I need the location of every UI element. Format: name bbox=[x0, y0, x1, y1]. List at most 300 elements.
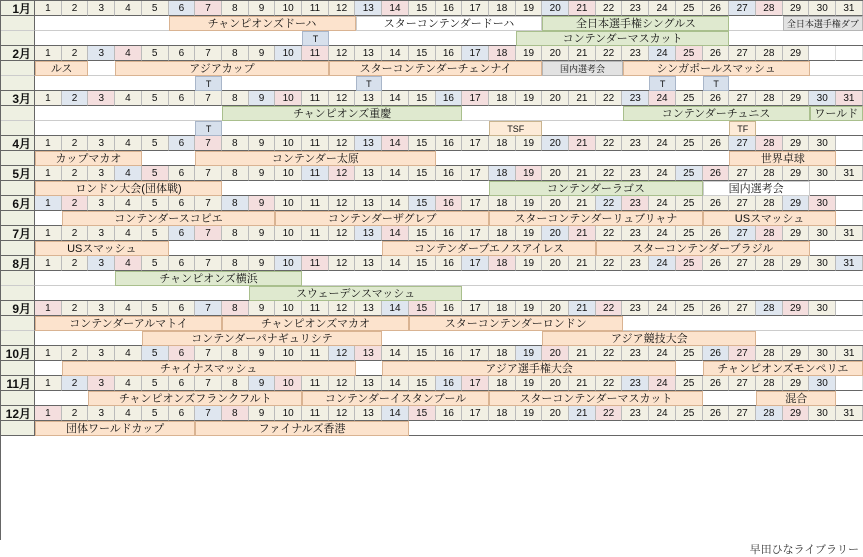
day-cell: 10 bbox=[275, 46, 302, 61]
day-cell: 8 bbox=[222, 46, 249, 61]
event-bar[interactable]: TSF bbox=[489, 121, 542, 136]
day-cell: 24 bbox=[649, 226, 676, 241]
event-bar[interactable]: アジア競技大会 bbox=[542, 331, 756, 346]
day-cell: 1 bbox=[35, 166, 62, 181]
day-cell: 4 bbox=[115, 136, 142, 151]
day-cell: 11 bbox=[302, 226, 329, 241]
day-cell: 20 bbox=[542, 91, 569, 106]
event-row bbox=[1, 121, 863, 136]
day-cell: 10 bbox=[275, 1, 302, 16]
day-cell: 16 bbox=[436, 376, 463, 391]
day-cell: 4 bbox=[115, 1, 142, 16]
month-label: 6月 bbox=[1, 196, 35, 211]
day-cell: 27 bbox=[729, 406, 756, 421]
event-bar[interactable]: チャンピオンズ重慶 bbox=[222, 106, 462, 121]
day-cell: 27 bbox=[729, 226, 756, 241]
day-cell: 31 bbox=[836, 226, 863, 241]
day-cell: 23 bbox=[622, 136, 649, 151]
day-cell: 15 bbox=[409, 226, 436, 241]
day-cell: 26 bbox=[703, 46, 730, 61]
day-cell: 14 bbox=[382, 91, 409, 106]
event-bar[interactable]: スターコンテンダーチェンナイ bbox=[329, 61, 543, 76]
event-row bbox=[1, 286, 863, 301]
day-cell: 28 bbox=[756, 376, 783, 391]
day-cell: 13 bbox=[355, 406, 382, 421]
event-bar[interactable]: コンテンダースコピエ bbox=[62, 211, 276, 226]
event-track bbox=[35, 181, 863, 196]
day-cell: 15 bbox=[409, 256, 436, 271]
day-cell: 15 bbox=[409, 46, 436, 61]
day-cell: 19 bbox=[516, 196, 543, 211]
day-cell: 16 bbox=[436, 91, 463, 106]
day-cell: 8 bbox=[222, 301, 249, 316]
day-cell: 20 bbox=[542, 1, 569, 16]
month-label: 8月 bbox=[1, 256, 35, 271]
day-cell: 15 bbox=[409, 166, 436, 181]
day-cell: 13 bbox=[355, 196, 382, 211]
day-cell: 12 bbox=[329, 376, 356, 391]
day-cell: 22 bbox=[596, 406, 623, 421]
day-cell: 9 bbox=[249, 1, 276, 16]
day-cell: 26 bbox=[703, 166, 730, 181]
day-cell: 9 bbox=[249, 91, 276, 106]
day-cell-empty bbox=[836, 301, 863, 316]
day-cell-empty bbox=[836, 376, 863, 391]
event-bar[interactable]: 全日本選手権ダブ bbox=[783, 16, 863, 31]
event-bar[interactable]: チャンピオンズマカオ bbox=[222, 316, 409, 331]
day-cell: 2 bbox=[62, 346, 89, 361]
month-label-spacer bbox=[1, 421, 35, 436]
day-cell: 30 bbox=[809, 406, 836, 421]
event-bar[interactable]: スターコンテンダーロンドン bbox=[409, 316, 623, 331]
day-cell: 16 bbox=[436, 166, 463, 181]
day-cell: 14 bbox=[382, 166, 409, 181]
day-cell: 24 bbox=[649, 136, 676, 151]
event-row bbox=[1, 76, 863, 91]
event-bar[interactable]: コンテンダー太原 bbox=[195, 151, 435, 166]
day-cell: 8 bbox=[222, 376, 249, 391]
event-bar[interactable]: コンテンダーパナギュリシテ bbox=[142, 331, 382, 346]
month-block bbox=[1, 91, 863, 136]
event-bar[interactable]: USスマッシュ bbox=[703, 211, 837, 226]
day-cell: 29 bbox=[783, 226, 810, 241]
day-cell: 25 bbox=[676, 301, 703, 316]
day-cell: 19 bbox=[516, 301, 543, 316]
day-cell: 21 bbox=[569, 136, 596, 151]
day-cell: 24 bbox=[649, 376, 676, 391]
day-cell: 22 bbox=[596, 46, 623, 61]
day-cell: 3 bbox=[88, 301, 115, 316]
day-cell: 13 bbox=[355, 226, 382, 241]
month-label: 9月 bbox=[1, 301, 35, 316]
day-cell: 2 bbox=[62, 166, 89, 181]
day-cell: 23 bbox=[622, 256, 649, 271]
event-bar[interactable]: 団体ワールドカップ bbox=[35, 421, 195, 436]
day-cell: 17 bbox=[462, 1, 489, 16]
day-cell: 3 bbox=[88, 256, 115, 271]
day-cell: 28 bbox=[756, 406, 783, 421]
day-cell: 16 bbox=[436, 136, 463, 151]
day-cell: 5 bbox=[142, 136, 169, 151]
day-cell: 30 bbox=[809, 136, 836, 151]
day-cell: 31 bbox=[836, 256, 863, 271]
day-cell: 18 bbox=[489, 346, 516, 361]
event-track bbox=[35, 271, 863, 286]
day-cell: 1 bbox=[35, 136, 62, 151]
day-cell: 12 bbox=[329, 196, 356, 211]
day-header-row bbox=[1, 256, 863, 271]
event-bar[interactable]: スターコンテンダードーハ bbox=[356, 16, 543, 31]
event-bar[interactable]: ワールド bbox=[810, 106, 863, 121]
day-cell: 3 bbox=[88, 91, 115, 106]
day-cell: 3 bbox=[88, 196, 115, 211]
day-cell: 15 bbox=[409, 346, 436, 361]
day-cell: 11 bbox=[302, 406, 329, 421]
day-cell: 26 bbox=[703, 346, 730, 361]
day-cell: 27 bbox=[729, 301, 756, 316]
day-cell: 9 bbox=[249, 301, 276, 316]
day-cell: 10 bbox=[275, 91, 302, 106]
day-cell: 2 bbox=[62, 196, 89, 211]
event-bar[interactable]: 全日本選手権シングルス bbox=[542, 16, 729, 31]
day-cell: 28 bbox=[756, 256, 783, 271]
day-cell: 25 bbox=[676, 376, 703, 391]
day-header-row bbox=[1, 376, 863, 391]
event-bar[interactable]: T bbox=[703, 76, 730, 91]
day-cell: 7 bbox=[195, 166, 222, 181]
day-cell: 2 bbox=[62, 256, 89, 271]
day-cell: 18 bbox=[489, 226, 516, 241]
day-header-row bbox=[1, 136, 863, 151]
event-track bbox=[35, 211, 863, 226]
month-block bbox=[1, 46, 863, 91]
day-cell: 27 bbox=[729, 196, 756, 211]
day-cell: 8 bbox=[222, 226, 249, 241]
event-bar[interactable]: チャンピオンズドーハ bbox=[169, 16, 356, 31]
month-block bbox=[1, 196, 863, 226]
day-cell: 4 bbox=[115, 376, 142, 391]
day-cell: 8 bbox=[222, 91, 249, 106]
day-cell: 30 bbox=[809, 166, 836, 181]
event-track bbox=[35, 421, 863, 436]
day-cell: 13 bbox=[355, 1, 382, 16]
day-cell: 24 bbox=[649, 166, 676, 181]
day-cell: 19 bbox=[516, 46, 543, 61]
day-cell: 10 bbox=[275, 301, 302, 316]
event-bar[interactable]: カップマカオ bbox=[35, 151, 142, 166]
day-cell: 21 bbox=[569, 406, 596, 421]
month-label: 5月 bbox=[1, 166, 35, 181]
day-cell: 11 bbox=[302, 46, 329, 61]
day-cell: 10 bbox=[275, 256, 302, 271]
event-bar[interactable]: 国内選考会 bbox=[542, 61, 622, 76]
event-bar[interactable]: ファイナルズ香港 bbox=[195, 421, 409, 436]
event-bar[interactable]: T bbox=[356, 76, 383, 91]
day-cell: 29 bbox=[783, 1, 810, 16]
day-cell: 3 bbox=[88, 226, 115, 241]
day-cell: 25 bbox=[676, 46, 703, 61]
month-label: 4月 bbox=[1, 136, 35, 151]
event-row bbox=[1, 181, 863, 196]
day-cell: 21 bbox=[569, 376, 596, 391]
day-cell: 14 bbox=[382, 46, 409, 61]
day-cell: 11 bbox=[302, 136, 329, 151]
day-cell: 26 bbox=[703, 196, 730, 211]
day-cell: 28 bbox=[756, 346, 783, 361]
day-cell: 5 bbox=[142, 256, 169, 271]
day-cell: 9 bbox=[249, 226, 276, 241]
day-cell: 11 bbox=[302, 91, 329, 106]
day-cell: 28 bbox=[756, 196, 783, 211]
day-cell: 22 bbox=[596, 91, 623, 106]
day-cell: 5 bbox=[142, 406, 169, 421]
day-cell: 25 bbox=[676, 196, 703, 211]
day-cell: 2 bbox=[62, 226, 89, 241]
day-cell: 16 bbox=[436, 346, 463, 361]
day-cell: 24 bbox=[649, 1, 676, 16]
event-bar[interactable]: アジアカップ bbox=[115, 61, 329, 76]
day-cell: 27 bbox=[729, 1, 756, 16]
day-cell: 27 bbox=[729, 346, 756, 361]
day-cell: 17 bbox=[462, 376, 489, 391]
day-cell: 5 bbox=[142, 346, 169, 361]
day-cell: 6 bbox=[169, 301, 196, 316]
day-cell: 21 bbox=[569, 166, 596, 181]
event-bar[interactable]: TF bbox=[729, 121, 756, 136]
day-cell: 21 bbox=[569, 91, 596, 106]
day-cell: 19 bbox=[516, 136, 543, 151]
day-cell: 1 bbox=[35, 256, 62, 271]
event-row bbox=[1, 61, 863, 76]
day-cell: 15 bbox=[409, 1, 436, 16]
day-cell: 30 bbox=[809, 346, 836, 361]
month-label: 10月 bbox=[1, 346, 35, 361]
day-cell: 15 bbox=[409, 376, 436, 391]
day-cell: 8 bbox=[222, 256, 249, 271]
event-bar[interactable]: T bbox=[649, 76, 676, 91]
event-bar[interactable]: チャンピオンズ横浜 bbox=[115, 271, 302, 286]
month-label-spacer bbox=[1, 271, 35, 286]
day-cell: 24 bbox=[649, 196, 676, 211]
event-bar[interactable]: コンテンダーザグレブ bbox=[275, 211, 489, 226]
day-cell: 6 bbox=[169, 166, 196, 181]
credit-label: 早田ひなライブラリー bbox=[749, 544, 859, 556]
day-cell: 9 bbox=[249, 256, 276, 271]
event-bar[interactable]: 国内選考会 bbox=[703, 181, 810, 196]
day-cell: 24 bbox=[649, 406, 676, 421]
day-cell: 22 bbox=[596, 196, 623, 211]
event-bar[interactable]: チャンピオンズフランクフルト bbox=[88, 391, 302, 406]
day-cell: 23 bbox=[622, 226, 649, 241]
day-cell: 7 bbox=[195, 346, 222, 361]
event-row bbox=[1, 16, 863, 31]
event-row bbox=[1, 211, 863, 226]
day-cell: 24 bbox=[649, 256, 676, 271]
event-bar[interactable]: 世界卓球 bbox=[729, 151, 836, 166]
event-track bbox=[35, 31, 863, 46]
event-row bbox=[1, 151, 863, 166]
day-cell: 16 bbox=[436, 196, 463, 211]
day-cell: 4 bbox=[115, 46, 142, 61]
day-cell: 10 bbox=[275, 346, 302, 361]
day-cell: 28 bbox=[756, 136, 783, 151]
event-bar[interactable]: コンテンダーアルマトイ bbox=[35, 316, 222, 331]
month-label-spacer bbox=[1, 106, 35, 121]
event-bar[interactable]: スウェーデンスマッシュ bbox=[249, 286, 463, 301]
day-cell: 16 bbox=[436, 301, 463, 316]
day-cell: 22 bbox=[596, 376, 623, 391]
day-cell: 1 bbox=[35, 196, 62, 211]
event-bar[interactable]: シンガポールスマッシュ bbox=[623, 61, 810, 76]
day-cell: 28 bbox=[756, 91, 783, 106]
day-cell: 16 bbox=[436, 1, 463, 16]
day-header-row bbox=[1, 1, 863, 16]
day-cell: 9 bbox=[249, 46, 276, 61]
event-bar[interactable]: T bbox=[195, 121, 222, 136]
day-cell: 30 bbox=[809, 91, 836, 106]
day-cell: 17 bbox=[462, 196, 489, 211]
day-cell: 6 bbox=[169, 406, 196, 421]
day-cell: 7 bbox=[195, 136, 222, 151]
day-cell: 6 bbox=[169, 1, 196, 16]
day-cell: 16 bbox=[436, 226, 463, 241]
day-cell: 27 bbox=[729, 376, 756, 391]
day-cell: 4 bbox=[115, 256, 142, 271]
day-cell: 22 bbox=[596, 256, 623, 271]
day-cell: 28 bbox=[756, 1, 783, 16]
event-bar[interactable]: USスマッシュ bbox=[35, 241, 169, 256]
event-row bbox=[1, 31, 863, 46]
event-bar[interactable]: スターコンテンダーリュブリャナ bbox=[489, 211, 703, 226]
day-cell: 6 bbox=[169, 46, 196, 61]
day-cell: 26 bbox=[703, 226, 730, 241]
day-cell: 28 bbox=[756, 46, 783, 61]
day-cell: 28 bbox=[756, 166, 783, 181]
month-label: 11月 bbox=[1, 376, 35, 391]
event-row bbox=[1, 316, 863, 331]
day-cell: 9 bbox=[249, 196, 276, 211]
event-bar[interactable]: コンテンダーラゴス bbox=[489, 181, 703, 196]
day-cell: 17 bbox=[462, 166, 489, 181]
month-block bbox=[1, 346, 863, 376]
day-cell: 15 bbox=[409, 136, 436, 151]
day-cell: 4 bbox=[115, 91, 142, 106]
day-cell: 24 bbox=[649, 91, 676, 106]
event-bar[interactable]: コンテンダーイスタンブール bbox=[302, 391, 489, 406]
day-cell: 3 bbox=[88, 1, 115, 16]
day-cell: 17 bbox=[462, 406, 489, 421]
month-label: 1月 bbox=[1, 1, 35, 16]
day-cell: 6 bbox=[169, 226, 196, 241]
day-cell: 7 bbox=[195, 46, 222, 61]
event-track bbox=[35, 76, 863, 91]
event-bar[interactable]: スターコンテンダーブラジル bbox=[596, 241, 810, 256]
day-cell: 30 bbox=[809, 376, 836, 391]
day-cell: 14 bbox=[382, 406, 409, 421]
day-cell: 2 bbox=[62, 406, 89, 421]
day-cell: 10 bbox=[275, 166, 302, 181]
day-header-row bbox=[1, 196, 863, 211]
day-cell: 5 bbox=[142, 301, 169, 316]
day-cell: 18 bbox=[489, 1, 516, 16]
event-bar[interactable]: 混合 bbox=[756, 391, 836, 406]
event-bar[interactable]: チャンピオンズモンペリエ bbox=[703, 361, 863, 376]
day-header-row bbox=[1, 91, 863, 106]
day-cell: 19 bbox=[516, 226, 543, 241]
day-cell: 20 bbox=[542, 301, 569, 316]
day-cell: 20 bbox=[542, 196, 569, 211]
day-cell: 8 bbox=[222, 346, 249, 361]
day-cell: 11 bbox=[302, 376, 329, 391]
day-cell: 31 bbox=[836, 166, 863, 181]
day-cell: 18 bbox=[489, 196, 516, 211]
day-cell: 8 bbox=[222, 166, 249, 181]
day-cell: 13 bbox=[355, 376, 382, 391]
day-cell: 20 bbox=[542, 376, 569, 391]
month-block bbox=[1, 256, 863, 301]
event-bar[interactable]: ルス bbox=[35, 61, 88, 76]
month-block bbox=[1, 1, 863, 46]
event-bar[interactable]: アジア選手権大会 bbox=[382, 361, 676, 376]
day-cell: 11 bbox=[302, 301, 329, 316]
day-cell: 29 bbox=[783, 406, 810, 421]
month-block bbox=[1, 226, 863, 256]
day-header-row bbox=[1, 166, 863, 181]
event-bar[interactable]: スターコンテンダーマスカット bbox=[489, 391, 703, 406]
day-cell: 31 bbox=[836, 346, 863, 361]
day-cell: 25 bbox=[676, 136, 703, 151]
day-cell: 14 bbox=[382, 136, 409, 151]
month-label: 7月 bbox=[1, 226, 35, 241]
event-bar[interactable]: T bbox=[302, 31, 329, 46]
day-cell: 22 bbox=[596, 136, 623, 151]
event-bar[interactable]: ロンドン大会(団体戦) bbox=[35, 181, 222, 196]
event-track bbox=[35, 61, 863, 76]
day-cell: 23 bbox=[622, 376, 649, 391]
event-track bbox=[35, 241, 863, 256]
event-row bbox=[1, 271, 863, 286]
day-cell: 20 bbox=[542, 136, 569, 151]
day-cell: 17 bbox=[462, 226, 489, 241]
day-cell: 18 bbox=[489, 166, 516, 181]
event-track bbox=[35, 391, 863, 406]
day-cell: 29 bbox=[783, 376, 810, 391]
event-bar[interactable]: T bbox=[195, 76, 222, 91]
day-cell: 13 bbox=[355, 346, 382, 361]
day-cell: 20 bbox=[542, 226, 569, 241]
day-cell: 10 bbox=[275, 196, 302, 211]
day-cell: 30 bbox=[809, 226, 836, 241]
day-cell: 12 bbox=[329, 256, 356, 271]
event-bar[interactable]: コンテンダーブエノスアイレス bbox=[382, 241, 596, 256]
day-cell: 6 bbox=[169, 196, 196, 211]
day-cell: 5 bbox=[142, 91, 169, 106]
day-cell: 25 bbox=[676, 166, 703, 181]
event-track bbox=[35, 151, 863, 166]
day-cell: 23 bbox=[622, 301, 649, 316]
event-bar[interactable]: コンテンダーチュニス bbox=[623, 106, 810, 121]
day-cell: 7 bbox=[195, 256, 222, 271]
event-bar[interactable]: コンテンダーマスカット bbox=[516, 31, 730, 46]
day-cell: 23 bbox=[622, 91, 649, 106]
day-cell: 13 bbox=[355, 166, 382, 181]
day-cell: 21 bbox=[569, 1, 596, 16]
day-cell: 12 bbox=[329, 301, 356, 316]
day-cell: 11 bbox=[302, 1, 329, 16]
month-block bbox=[1, 376, 863, 406]
event-bar[interactable]: チャイナスマッシュ bbox=[62, 361, 356, 376]
day-cell: 11 bbox=[302, 346, 329, 361]
